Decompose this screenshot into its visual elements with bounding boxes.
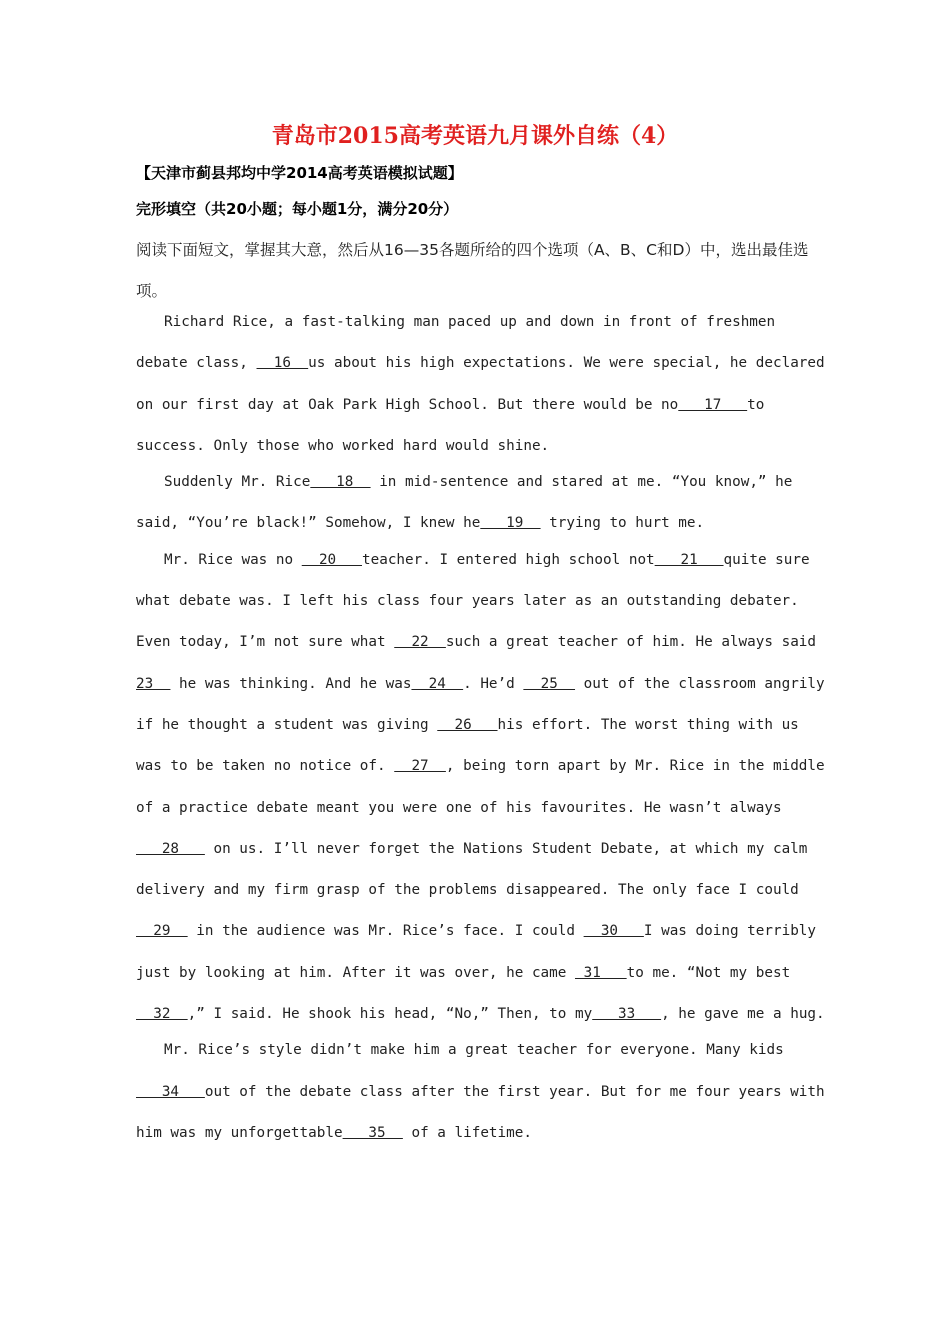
- passage-text: out of the debate class after the first year. But for me four years with him was my unforgettable: [136, 1083, 825, 1141]
- cloze-blank: 35: [342, 1124, 403, 1141]
- passage-text: , he gave me a hug.: [661, 1006, 825, 1023]
- source-line: 【天津市蓟县邦均中学2014高考英语模拟试题】: [136, 164, 463, 182]
- cloze-blank: 17: [678, 396, 748, 413]
- instruction-text: 阅读下面短文，掌握其大意，然后从16—35各题所给的四个选项（A、B、C和D）中，选出最佳选项。: [136, 241, 809, 300]
- document-title: 青岛市2015高考英语九月课外自练（4）: [271, 123, 679, 149]
- passage-text: out of the classroom angrily if he thought a student was giving: [136, 675, 825, 733]
- cloze-blank: 21: [654, 551, 724, 568]
- passage-text: Mr. Rice was no: [164, 551, 302, 568]
- passage-text: trying to hurt me.: [540, 515, 705, 532]
- section-heading: 完形填空（共20小题；每小题1分，满分20分）: [136, 200, 459, 218]
- passage-text: us about his high expectations. We were special, he declared on our first day at Oak Park High School. But there would be no: [136, 355, 825, 413]
- passage-text: ,” I said. He shook his head, “No,” Then, to my: [187, 1006, 593, 1023]
- cloze-blank: 27: [394, 758, 446, 775]
- cloze-blank: 34: [136, 1083, 205, 1100]
- passage-text: Mr. Rice’s style didn’t make him a great teacher for everyone. Many kids: [164, 1042, 784, 1059]
- cloze-blank: 19: [480, 515, 541, 532]
- passage-text: to success. Only those who worked hard would shine.: [136, 396, 765, 454]
- passage-text: teacher. I entered high school not: [362, 551, 655, 568]
- cloze-blank: 32: [136, 1006, 188, 1023]
- paragraph: [136, 540, 826, 1036]
- cloze-blank: 20: [301, 551, 362, 568]
- passage-text: in the audience was Mr. Rice’s face. I could: [187, 923, 584, 940]
- cloze-passage: [136, 302, 826, 1154]
- cloze-blank: 23: [136, 675, 171, 692]
- passage-text: Richard Rice, a fast-talking man paced up and down in front of freshmen debate class,: [136, 314, 776, 372]
- paragraph: [136, 1030, 826, 1154]
- cloze-blank: 24: [411, 675, 464, 692]
- passage-text: quite sure what debate was. I left his class four years later as an outstanding debater. Even today, I’m not sure what: [136, 551, 810, 651]
- passage-text: he was thinking. And he was: [170, 675, 412, 692]
- passage-text: Suddenly Mr. Rice: [164, 474, 311, 491]
- passage-text: . He’d: [463, 675, 524, 692]
- passage-text: I was doing terribly just by looking at him. After it was over, he came: [136, 923, 817, 981]
- passage-text: , being torn apart by Mr. Rice in the middle of a practice debate meant you were one of his favourites. He wasn’t always: [136, 758, 825, 816]
- paragraph: [136, 462, 826, 545]
- passage-text: such a great teacher of him. He always said: [445, 634, 817, 651]
- cloze-blank: 16: [256, 355, 309, 372]
- passage-text: in mid-sentence and stared at me. “You know,” he said, “You’re black!” Somehow, I knew he: [136, 474, 793, 532]
- cloze-blank: 30: [583, 923, 644, 940]
- cloze-blank: 25: [523, 675, 576, 692]
- cloze-blank: 33: [592, 1006, 662, 1023]
- passage-text: his effort. The worst thing with us was to be taken no notice of.: [136, 716, 799, 775]
- cloze-blank: 28: [136, 840, 205, 857]
- cloze-blank: 18: [310, 474, 371, 491]
- paragraph: [136, 302, 826, 467]
- passage-text: of a lifetime.: [402, 1124, 532, 1141]
- cloze-blank: 22: [394, 634, 446, 651]
- cloze-blank: 29: [136, 923, 188, 940]
- cloze-blank: 31: [574, 964, 627, 981]
- passage-text: on us. I’ll never forget the Nations Student Debate, at which my calm delivery and my firm grasp of the problems disappeared. The only face I could: [136, 840, 808, 899]
- passage-text: to me. “Not my best: [626, 964, 791, 981]
- cloze-blank: 26: [437, 716, 498, 733]
